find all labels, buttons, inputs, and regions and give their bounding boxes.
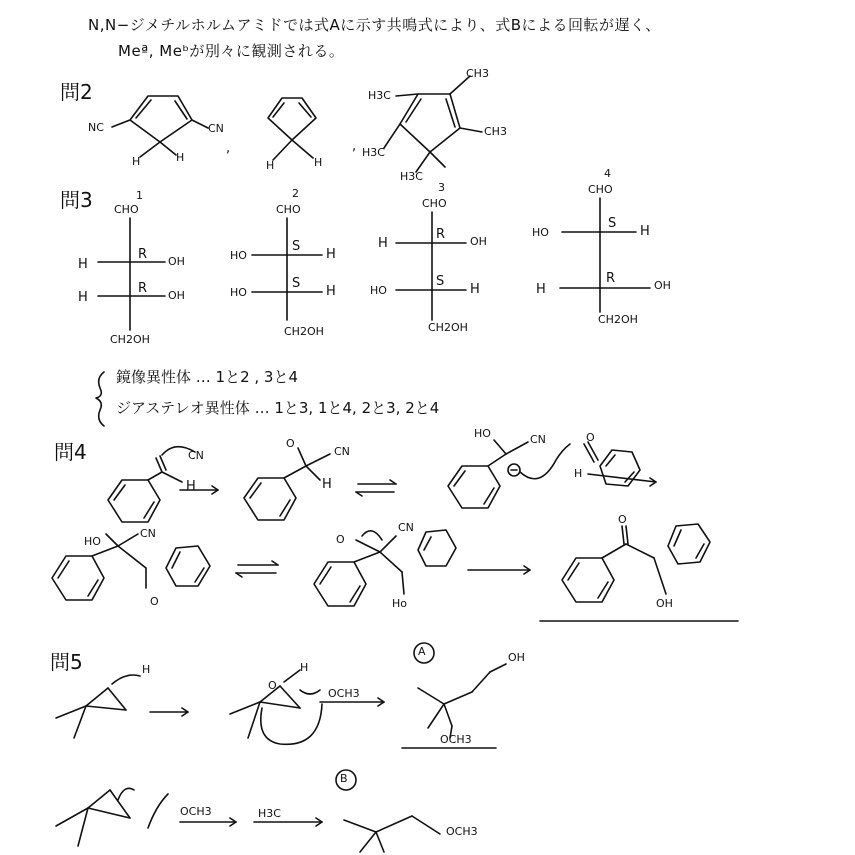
fischer-4-bottom: CH2OH xyxy=(598,313,638,326)
q5-h-label: H xyxy=(300,661,309,674)
diastereomers-answer: ジアステレオ異性体 … 1と3, 1と4, 2と3, 2と4 xyxy=(116,399,440,417)
q4-o-minus-2: O xyxy=(150,595,159,608)
q4-cn-1: CN xyxy=(334,445,350,458)
fischer-1-row1-left: H xyxy=(78,257,88,272)
question-2-label: 問2 xyxy=(60,80,93,104)
q2-mol3-h3c-bottom: H3C xyxy=(400,170,423,183)
fischer-3-number: 3 xyxy=(438,181,445,194)
fischer-3-row2-config: S xyxy=(436,274,445,289)
q4-ho-1: HO xyxy=(474,427,491,440)
q5-product-a-och3: OCH3 xyxy=(440,733,472,746)
fischer-2-row1-right: H xyxy=(326,247,336,262)
fischer-4-row2-config: R xyxy=(606,271,616,286)
fischer-1-bottom: CH2OH xyxy=(110,333,150,346)
q4-cn-4: CN xyxy=(398,521,414,534)
intro-line-2: Meª, Meᵇが別々に観測される。 xyxy=(118,42,345,60)
fischer-1-row2-right: OH xyxy=(168,289,185,302)
q4-cyanide: CN xyxy=(188,449,204,462)
q4-ho-2: HO xyxy=(84,535,101,548)
fischer-4-number: 4 xyxy=(604,167,611,180)
fischer-2-number: 2 xyxy=(292,187,299,200)
q4-o-minus-1: O xyxy=(286,437,295,450)
q4-h-1: H xyxy=(186,479,196,494)
q5-product-a-oh: OH xyxy=(508,651,525,664)
fischer-4-row2-left: H xyxy=(536,282,546,297)
q5-product-b xyxy=(336,770,440,852)
q2-mol3-ch3-right: CH3 xyxy=(484,125,507,138)
q2-separator-2: , xyxy=(352,139,357,154)
q5-o-label: O xyxy=(268,679,277,692)
question-3-label: 問3 xyxy=(60,188,93,212)
q5-product-b-och3: OCH3 xyxy=(446,825,478,838)
fischer-2-bottom: CH2OH xyxy=(284,325,324,338)
q4-h-2: H xyxy=(322,477,332,492)
fischer-3-row2-left: HO xyxy=(370,284,387,297)
q2-mol3-h3c-top: H3C xyxy=(368,89,391,102)
q5-h3c-plus: H3C xyxy=(258,807,281,820)
fischer-4-row2-right: OH xyxy=(654,279,671,292)
question-4-label: 問4 xyxy=(54,440,87,464)
fischer-3-top: CHO xyxy=(422,197,447,210)
q4-oh: OH xyxy=(656,597,673,610)
fischer-1-top: CHO xyxy=(114,203,139,216)
fischer-4-row1-right: H xyxy=(640,224,650,239)
q2-mol1-nc: NC xyxy=(88,121,104,134)
q4-h-3: H xyxy=(574,467,583,480)
q4-cn-3: CN xyxy=(140,527,156,540)
fischer-2-row1-config: S xyxy=(292,239,301,254)
fischer-1-row1-right: OH xyxy=(168,255,185,268)
q4-cn-2: CN xyxy=(530,433,546,446)
q2-mol1-h2: H xyxy=(176,151,185,164)
fischer-1-row1-config: R xyxy=(138,247,148,262)
fischer-4-row1-config: S xyxy=(608,216,617,231)
enantiomers-answer: 鏡像異性体 … 1と2 , 3と4 xyxy=(116,368,299,386)
fischer-3-bottom: CH2OH xyxy=(428,321,468,334)
q5-epoxide-1 xyxy=(56,675,140,738)
fischer-2-row1-left: HO xyxy=(230,249,247,262)
q2-mol1-h1: H xyxy=(132,155,141,168)
fischer-3-row2-right: H xyxy=(470,282,480,297)
q4-ho-3: Ho xyxy=(392,597,408,610)
q4-o-4: O xyxy=(618,513,627,526)
fischer-1-row2-left: H xyxy=(78,290,88,305)
q2-mol1-cn: CN xyxy=(208,122,224,135)
q5-methoxide-1: OCH3 xyxy=(328,687,360,700)
q5-h-plus: H xyxy=(142,663,151,676)
q5-methoxide-2: OCH3 xyxy=(180,805,212,818)
fischer-4-row1-left: HO xyxy=(532,226,549,239)
q4-o-3: O xyxy=(336,533,345,546)
fischer-1-row2-config: R xyxy=(138,281,148,296)
q5-product-b-label: B xyxy=(340,772,348,785)
q5-epoxide-2 xyxy=(56,788,168,846)
fischer-1-number: 1 xyxy=(136,189,143,202)
fischer-2-top: CHO xyxy=(276,203,301,216)
intro-line-1: N,N−ジメチルホルムアミドでは式Aに示す共鳴式により、式Bによる回転が遅く、 xyxy=(88,16,661,34)
q2-separator-1: , xyxy=(226,141,231,156)
fischer-2-row2-config: S xyxy=(292,276,301,291)
q4-o-2: O xyxy=(586,431,595,444)
q2-mol2-h2: H xyxy=(314,156,323,169)
q2-mol3-ch3-top: CH3 xyxy=(466,67,489,80)
fischer-3-row1-right: OH xyxy=(470,235,487,248)
fischer-4-top: CHO xyxy=(588,183,613,196)
fischer-3-row1-left: H xyxy=(378,236,388,251)
q2-mol2-h1: H xyxy=(266,159,275,172)
question-5-label: 問5 xyxy=(50,650,83,674)
q5-product-a-label: A xyxy=(418,645,426,658)
fischer-2-row2-left: HO xyxy=(230,286,247,299)
q2-mol3-h3c-left: H3C xyxy=(362,146,385,159)
fischer-2-row2-right: H xyxy=(326,284,336,299)
fischer-3-row1-config: R xyxy=(436,227,446,242)
